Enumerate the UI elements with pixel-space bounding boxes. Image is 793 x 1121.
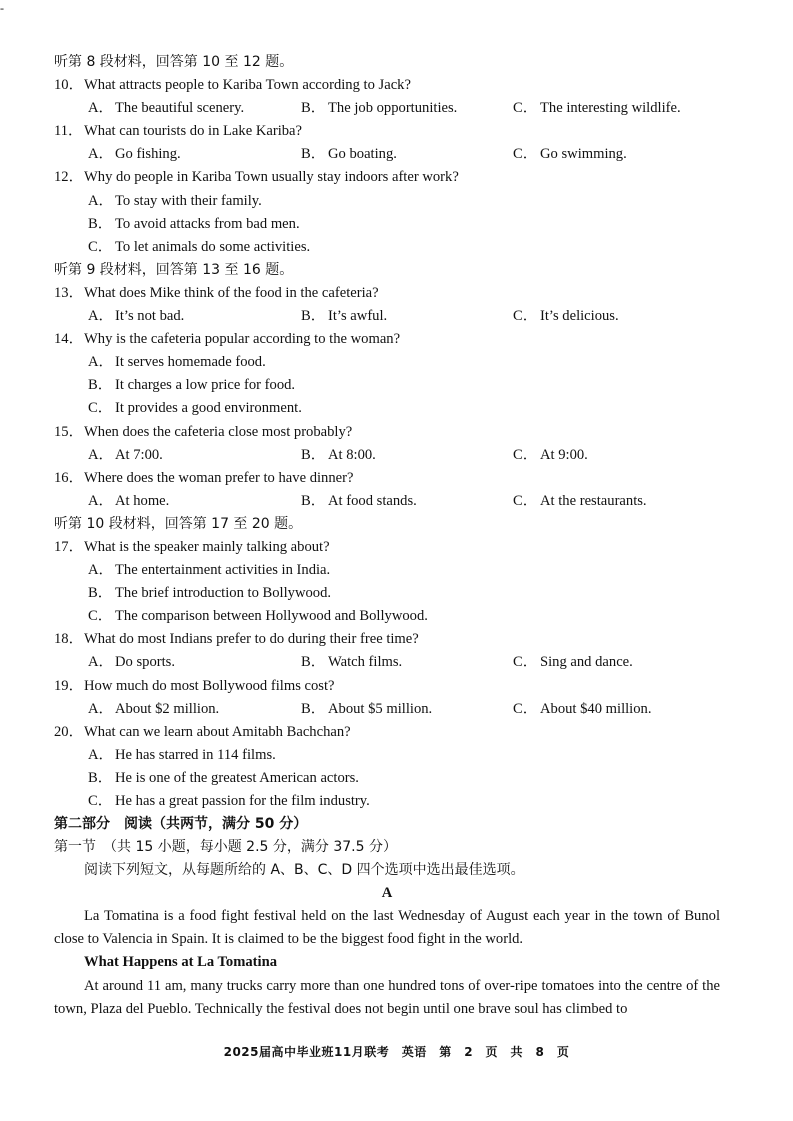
page-footer: 2025届高中毕业班11月联考 英语 第 2 页 共 8 页 — [223, 1045, 570, 1059]
answer-option — [88, 305, 184, 328]
answer-option — [88, 605, 428, 628]
option-letter: C． — [513, 146, 538, 163]
question-stem — [54, 328, 720, 351]
option-row — [54, 744, 720, 767]
question-stem — [54, 421, 720, 444]
option-text: The entertainment activities in India. — [115, 562, 331, 579]
option-text: Watch films. — [328, 654, 403, 671]
question-number: 18． — [54, 631, 84, 648]
question-text: What do most Indians prefer to do during their free time? — [84, 631, 419, 648]
exam-page-content — [54, 51, 720, 1021]
option-letter: C． — [88, 238, 113, 255]
option-letter: C． — [513, 492, 538, 509]
answer-option — [301, 143, 397, 166]
answer-option — [88, 767, 359, 790]
option-text: About $5 million. — [328, 700, 433, 717]
option-row — [54, 444, 720, 467]
option-letter: A． — [88, 562, 114, 579]
option-text: To let animals do some activities. — [115, 238, 311, 255]
answer-option — [88, 490, 169, 513]
option-text: It charges a low price for food. — [115, 377, 296, 394]
answer-option — [88, 97, 244, 120]
option-letter: B． — [88, 377, 113, 394]
option-letter: B． — [88, 585, 113, 602]
option-row — [54, 490, 720, 513]
answer-option — [88, 397, 302, 420]
option-text: At 7:00. — [115, 446, 163, 463]
option-letter: C． — [513, 700, 538, 717]
option-letter: B． — [301, 654, 326, 671]
option-row — [54, 651, 720, 674]
option-letter: B． — [301, 146, 326, 163]
section-header: 第二部分 阅读（共两节，满分 50 分） — [54, 816, 308, 833]
option-text: It serves homemade food. — [115, 354, 266, 371]
answer-option — [513, 698, 651, 721]
question-number: 12． — [54, 169, 84, 186]
option-row — [54, 213, 720, 236]
answer-option — [513, 444, 588, 467]
passage-paragraph: At around 11 am, many trucks carry more than one hundred tons of over-ripe tomatoes into the centre of the town, Plaza del Pueblo. Technically the festival does not begin until one brave soul has climbed to — [54, 977, 720, 1017]
option-text: It’s not bad. — [115, 308, 185, 325]
option-text: The job opportunities. — [328, 100, 458, 117]
answer-option — [88, 651, 175, 674]
option-letter: C． — [88, 793, 113, 809]
option-letter: C． — [88, 608, 113, 625]
question-stem — [54, 467, 720, 490]
question-number: 13． — [54, 284, 84, 301]
option-letter: B． — [301, 446, 326, 463]
question-stem — [54, 721, 720, 744]
section-header: 第一节 （共 15 小题，每小题 2.5 分，满分 37.5 分） — [54, 839, 397, 856]
option-text: It provides a good environment. — [115, 400, 302, 417]
option-text: At food stands. — [328, 492, 417, 509]
passage-title: A — [381, 885, 393, 902]
question-stem — [54, 536, 720, 559]
section-header: 听第 9 段材料，回答第 13 至 16 题。 — [54, 261, 294, 278]
answer-option — [513, 651, 633, 674]
option-row — [54, 397, 720, 420]
question-text: Why is the cafeteria popular according to the woman? — [84, 331, 401, 348]
option-text: At the restaurants. — [540, 492, 647, 509]
answer-option — [301, 651, 402, 674]
option-text: He has starred in 114 films. — [115, 746, 276, 763]
option-text: To stay with their family. — [115, 192, 262, 209]
option-text: He has a great passion for the film industry. — [115, 793, 370, 809]
passage-subheading: What Happens at La Tomatina — [84, 954, 278, 971]
option-letter: A． — [88, 354, 114, 371]
question-text: What can tourists do in Lake Kariba? — [84, 123, 303, 140]
option-letter: A． — [88, 700, 114, 717]
option-row — [54, 374, 720, 397]
option-text: It’s awful. — [328, 308, 388, 325]
answer-option — [88, 351, 266, 374]
option-row — [54, 559, 720, 582]
question-stem — [54, 120, 720, 143]
question-number: 19． — [54, 677, 84, 694]
option-text: Sing and dance. — [540, 654, 633, 671]
option-letter: B． — [301, 492, 326, 509]
question-stem — [54, 282, 720, 305]
option-letter: A． — [88, 308, 114, 325]
answer-option — [301, 698, 432, 721]
answer-option — [88, 698, 219, 721]
option-row — [54, 790, 720, 813]
section-header: 听第 10 段材料，回答第 17 至 20 题。 — [54, 515, 303, 532]
option-text: At 9:00. — [540, 446, 588, 463]
option-letter: C． — [513, 654, 538, 671]
option-letter: A． — [88, 146, 114, 163]
question-number: 15． — [54, 423, 84, 440]
answer-option — [88, 190, 262, 213]
option-letter: C． — [513, 308, 538, 325]
answer-option — [88, 790, 370, 813]
question-stem — [54, 628, 720, 651]
answer-option — [301, 444, 376, 467]
option-letter: B． — [301, 700, 326, 717]
answer-option — [301, 305, 387, 328]
option-row — [54, 582, 720, 605]
option-text: Go boating. — [328, 146, 397, 163]
corner-mark: - — [0, 1, 4, 15]
option-letter: B． — [88, 769, 113, 786]
question-text: How much do most Bollywood films cost? — [84, 677, 335, 694]
option-row — [54, 351, 720, 374]
question-text: What is the speaker mainly talking about? — [84, 538, 330, 555]
option-text: The interesting wildlife. — [540, 100, 681, 117]
answer-option — [88, 374, 295, 397]
question-stem — [54, 166, 720, 189]
answer-option — [513, 490, 647, 513]
question-number: 20． — [54, 723, 84, 740]
answer-option — [88, 744, 276, 767]
question-number: 17． — [54, 538, 84, 555]
answer-option — [301, 97, 457, 120]
option-text: At 8:00. — [328, 446, 376, 463]
option-row — [54, 767, 720, 790]
option-letter: B． — [301, 308, 326, 325]
answer-option — [88, 236, 310, 259]
passage-paragraph: La Tomatina is a food fight festival held on the last Wednesday of August each year in the town of Bunol close to Valencia in Spain. It is claimed to be the biggest food fight in the world. — [54, 908, 720, 948]
answer-option — [88, 582, 331, 605]
answer-option — [88, 213, 300, 236]
answer-option — [88, 444, 163, 467]
option-letter: C． — [88, 400, 113, 417]
option-letter: A． — [88, 100, 114, 117]
option-row — [54, 305, 720, 328]
option-text: It’s delicious. — [540, 308, 619, 325]
question-number: 14． — [54, 331, 84, 348]
option-letter: A． — [88, 492, 114, 509]
option-letter: B． — [88, 215, 113, 232]
option-text: Go swimming. — [540, 146, 627, 163]
option-text: The beautiful scenery. — [115, 100, 245, 117]
option-text: Go fishing. — [115, 146, 181, 163]
section-header: 听第 8 段材料，回答第 10 至 12 题。 — [54, 54, 294, 70]
option-letter: A． — [88, 192, 114, 209]
option-letter: C． — [513, 446, 538, 463]
option-row — [54, 698, 720, 721]
answer-option — [513, 305, 619, 328]
question-text: What does Mike think of the food in the cafeteria? — [84, 284, 379, 301]
question-number: 11． — [54, 123, 83, 140]
answer-option — [513, 97, 681, 120]
question-text: What can we learn about Amitabh Bachchan? — [84, 723, 351, 740]
option-row — [54, 97, 720, 120]
option-text: Do sports. — [115, 654, 175, 671]
option-text: At home. — [115, 492, 170, 509]
option-letter: C． — [513, 100, 538, 117]
question-text: When does the cafeteria close most probably? — [84, 423, 353, 440]
answer-option — [88, 559, 330, 582]
option-letter: A． — [88, 746, 114, 763]
question-stem — [54, 675, 720, 698]
answer-option — [88, 143, 181, 166]
question-text: Why do people in Kariba Town usually stay indoors after work? — [84, 169, 459, 186]
option-letter: B． — [301, 100, 326, 117]
option-row — [54, 143, 720, 166]
option-row — [54, 605, 720, 628]
question-text: Where does the woman prefer to have dinner? — [84, 469, 354, 486]
option-text: About $40 million. — [540, 700, 652, 717]
option-letter: A． — [88, 654, 114, 671]
reading-instruction: 阅读下列短文，从每题所给的 A、B、C、D 四个选项中选出最佳选项。 — [84, 862, 525, 879]
question-number: 16． — [54, 469, 84, 486]
option-row — [54, 190, 720, 213]
option-text: He is one of the greatest American actors. — [115, 769, 359, 786]
question-text: What attracts people to Kariba Town according to Jack? — [84, 77, 411, 94]
option-text: To avoid attacks from bad men. — [115, 215, 300, 232]
option-text: The brief introduction to Bollywood. — [115, 585, 332, 602]
option-row — [54, 236, 720, 259]
question-number: 10． — [54, 77, 84, 94]
option-letter: A． — [88, 446, 114, 463]
option-text: About $2 million. — [115, 700, 220, 717]
option-text: The comparison between Hollywood and Bollywood. — [115, 608, 428, 625]
answer-option — [301, 490, 417, 513]
answer-option — [513, 143, 627, 166]
question-stem — [54, 74, 720, 97]
